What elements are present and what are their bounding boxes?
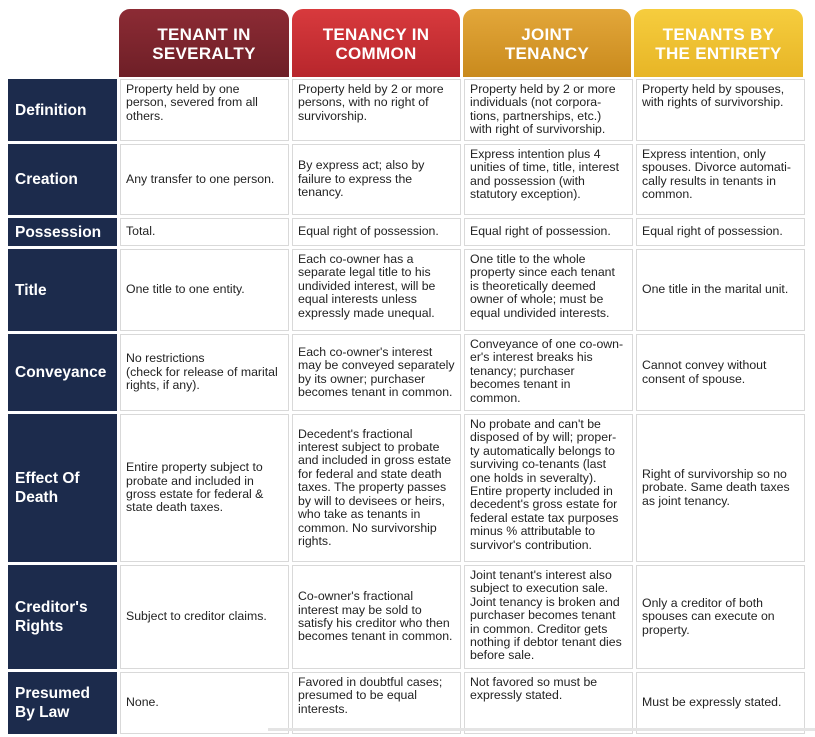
cell-definition-joint: Property held by 2 or more individuals (not corpora- tions, partnerships, etc.) with right of survivorship. xyxy=(464,79,633,141)
cell-possession-common: Equal right of possession. xyxy=(292,218,461,246)
cell-possession-joint: Equal right of possession. xyxy=(464,218,633,246)
row-header-presumed-by-law: Presumed By Law xyxy=(8,672,117,734)
row-header-possession: Possession xyxy=(8,218,117,246)
cell-presumed-entirety: Must be expressly stated. xyxy=(636,672,805,734)
row-header-definition: Definition xyxy=(8,79,117,141)
cell-definition-severalty: Property held by one person, severed from all others. xyxy=(120,79,289,141)
cell-title-common: Each co-owner has a separate legal title to his undivided interest, will be equal interests unless expressly made unequal. xyxy=(292,249,461,331)
table-grid xyxy=(8,79,804,734)
cell-death-entirety: Right of survivorship so no probate. Same death taxes as joint tenancy. xyxy=(636,414,805,562)
cell-creation-common: By express act; also by failure to express the tenancy. xyxy=(292,144,461,215)
bottom-divider xyxy=(268,728,815,731)
cell-possession-severalty: Total. xyxy=(120,218,289,246)
column-header-joint-tenancy: JOINT TENANCY xyxy=(463,9,631,77)
column-header-tenant-in-severalty: TENANT IN SEVERALTY xyxy=(119,9,289,77)
cell-conveyance-entirety: Cannot convey without consent of spouse. xyxy=(636,334,805,411)
cell-title-joint: One title to the whole property since each tenant is theoretically deemed owner of whole; must be equal undivided interests. xyxy=(464,249,633,331)
cell-creditor-joint: Joint tenant's interest also subject to execution sale. Joint tenancy is broken and purchaser becomes tenant in common. Creditor gets nothing if debtor tenant dies before sale. xyxy=(464,565,633,669)
cell-conveyance-joint: Conveyance of one co-own- er's interest breaks his tenancy; purchaser becomes tenant in common. xyxy=(464,334,633,411)
cell-creation-joint: Express intention plus 4 unities of time, title, interest and possession (with statutory exception). xyxy=(464,144,633,215)
cell-creditor-entirety: Only a creditor of both spouses can execute on property. xyxy=(636,565,805,669)
cell-title-entirety: One title in the marital unit. xyxy=(636,249,805,331)
cell-death-severalty: Entire property subject to probate and included in gross estate for federal & state death taxes. xyxy=(120,414,289,562)
cell-death-joint: No probate and can't be disposed of by will; proper- ty automatically belongs to surviving co-tenants (last one holds in severalty). Entire property included in decedent's gross estate for federal estate tax purposes minus % attributable to survivor's contribution. xyxy=(464,414,633,562)
cell-possession-entirety: Equal right of possession. xyxy=(636,218,805,246)
cell-definition-common: Property held by 2 or more persons, with no right of survivorship. xyxy=(292,79,461,141)
cell-conveyance-common: Each co-owner's interest may be conveyed separately by its owner; purchaser becomes tenant in common. xyxy=(292,334,461,411)
row-header-conveyance: Conveyance xyxy=(8,334,117,411)
cell-definition-entirety: Property held by spouses, with rights of survivorship. xyxy=(636,79,805,141)
cell-death-common: Decedent's fractional interest subject to probate and included in gross estate for federal and state death taxes. The property passes by will to devisees or heirs, who take as tenants in common. No survivorship rights. xyxy=(292,414,461,562)
cell-title-severalty: One title to one entity. xyxy=(120,249,289,331)
cell-creditor-severalty: Subject to creditor claims. xyxy=(120,565,289,669)
row-header-title: Title xyxy=(8,249,117,331)
cell-presumed-severalty: None. xyxy=(120,672,289,734)
row-header-creditors-rights: Creditor's Rights xyxy=(8,565,117,669)
row-header-effect-of-death: Effect Of Death xyxy=(8,414,117,562)
cell-presumed-joint: Not favored so must be expressly stated. xyxy=(464,672,633,734)
cell-creation-entirety: Express intention, only spouses. Divorce automati- cally results in tenants in common. xyxy=(636,144,805,215)
cell-creditor-common: Co-owner's fractional interest may be sold to satisfy his creditor who then becomes tenant in common. xyxy=(292,565,461,669)
column-header-tenancy-in-common: TENANCY IN COMMON xyxy=(292,9,460,77)
column-header-tenants-by-the-entirety: TENANTS BY THE ENTIRETY xyxy=(634,9,803,77)
cell-creation-severalty: Any transfer to one person. xyxy=(120,144,289,215)
row-header-creation: Creation xyxy=(8,144,117,215)
cell-presumed-common: Favored in doubtful cases; presumed to be equal interests. xyxy=(292,672,461,734)
cell-conveyance-severalty: No restrictions (check for release of marital rights, if any). xyxy=(120,334,289,411)
